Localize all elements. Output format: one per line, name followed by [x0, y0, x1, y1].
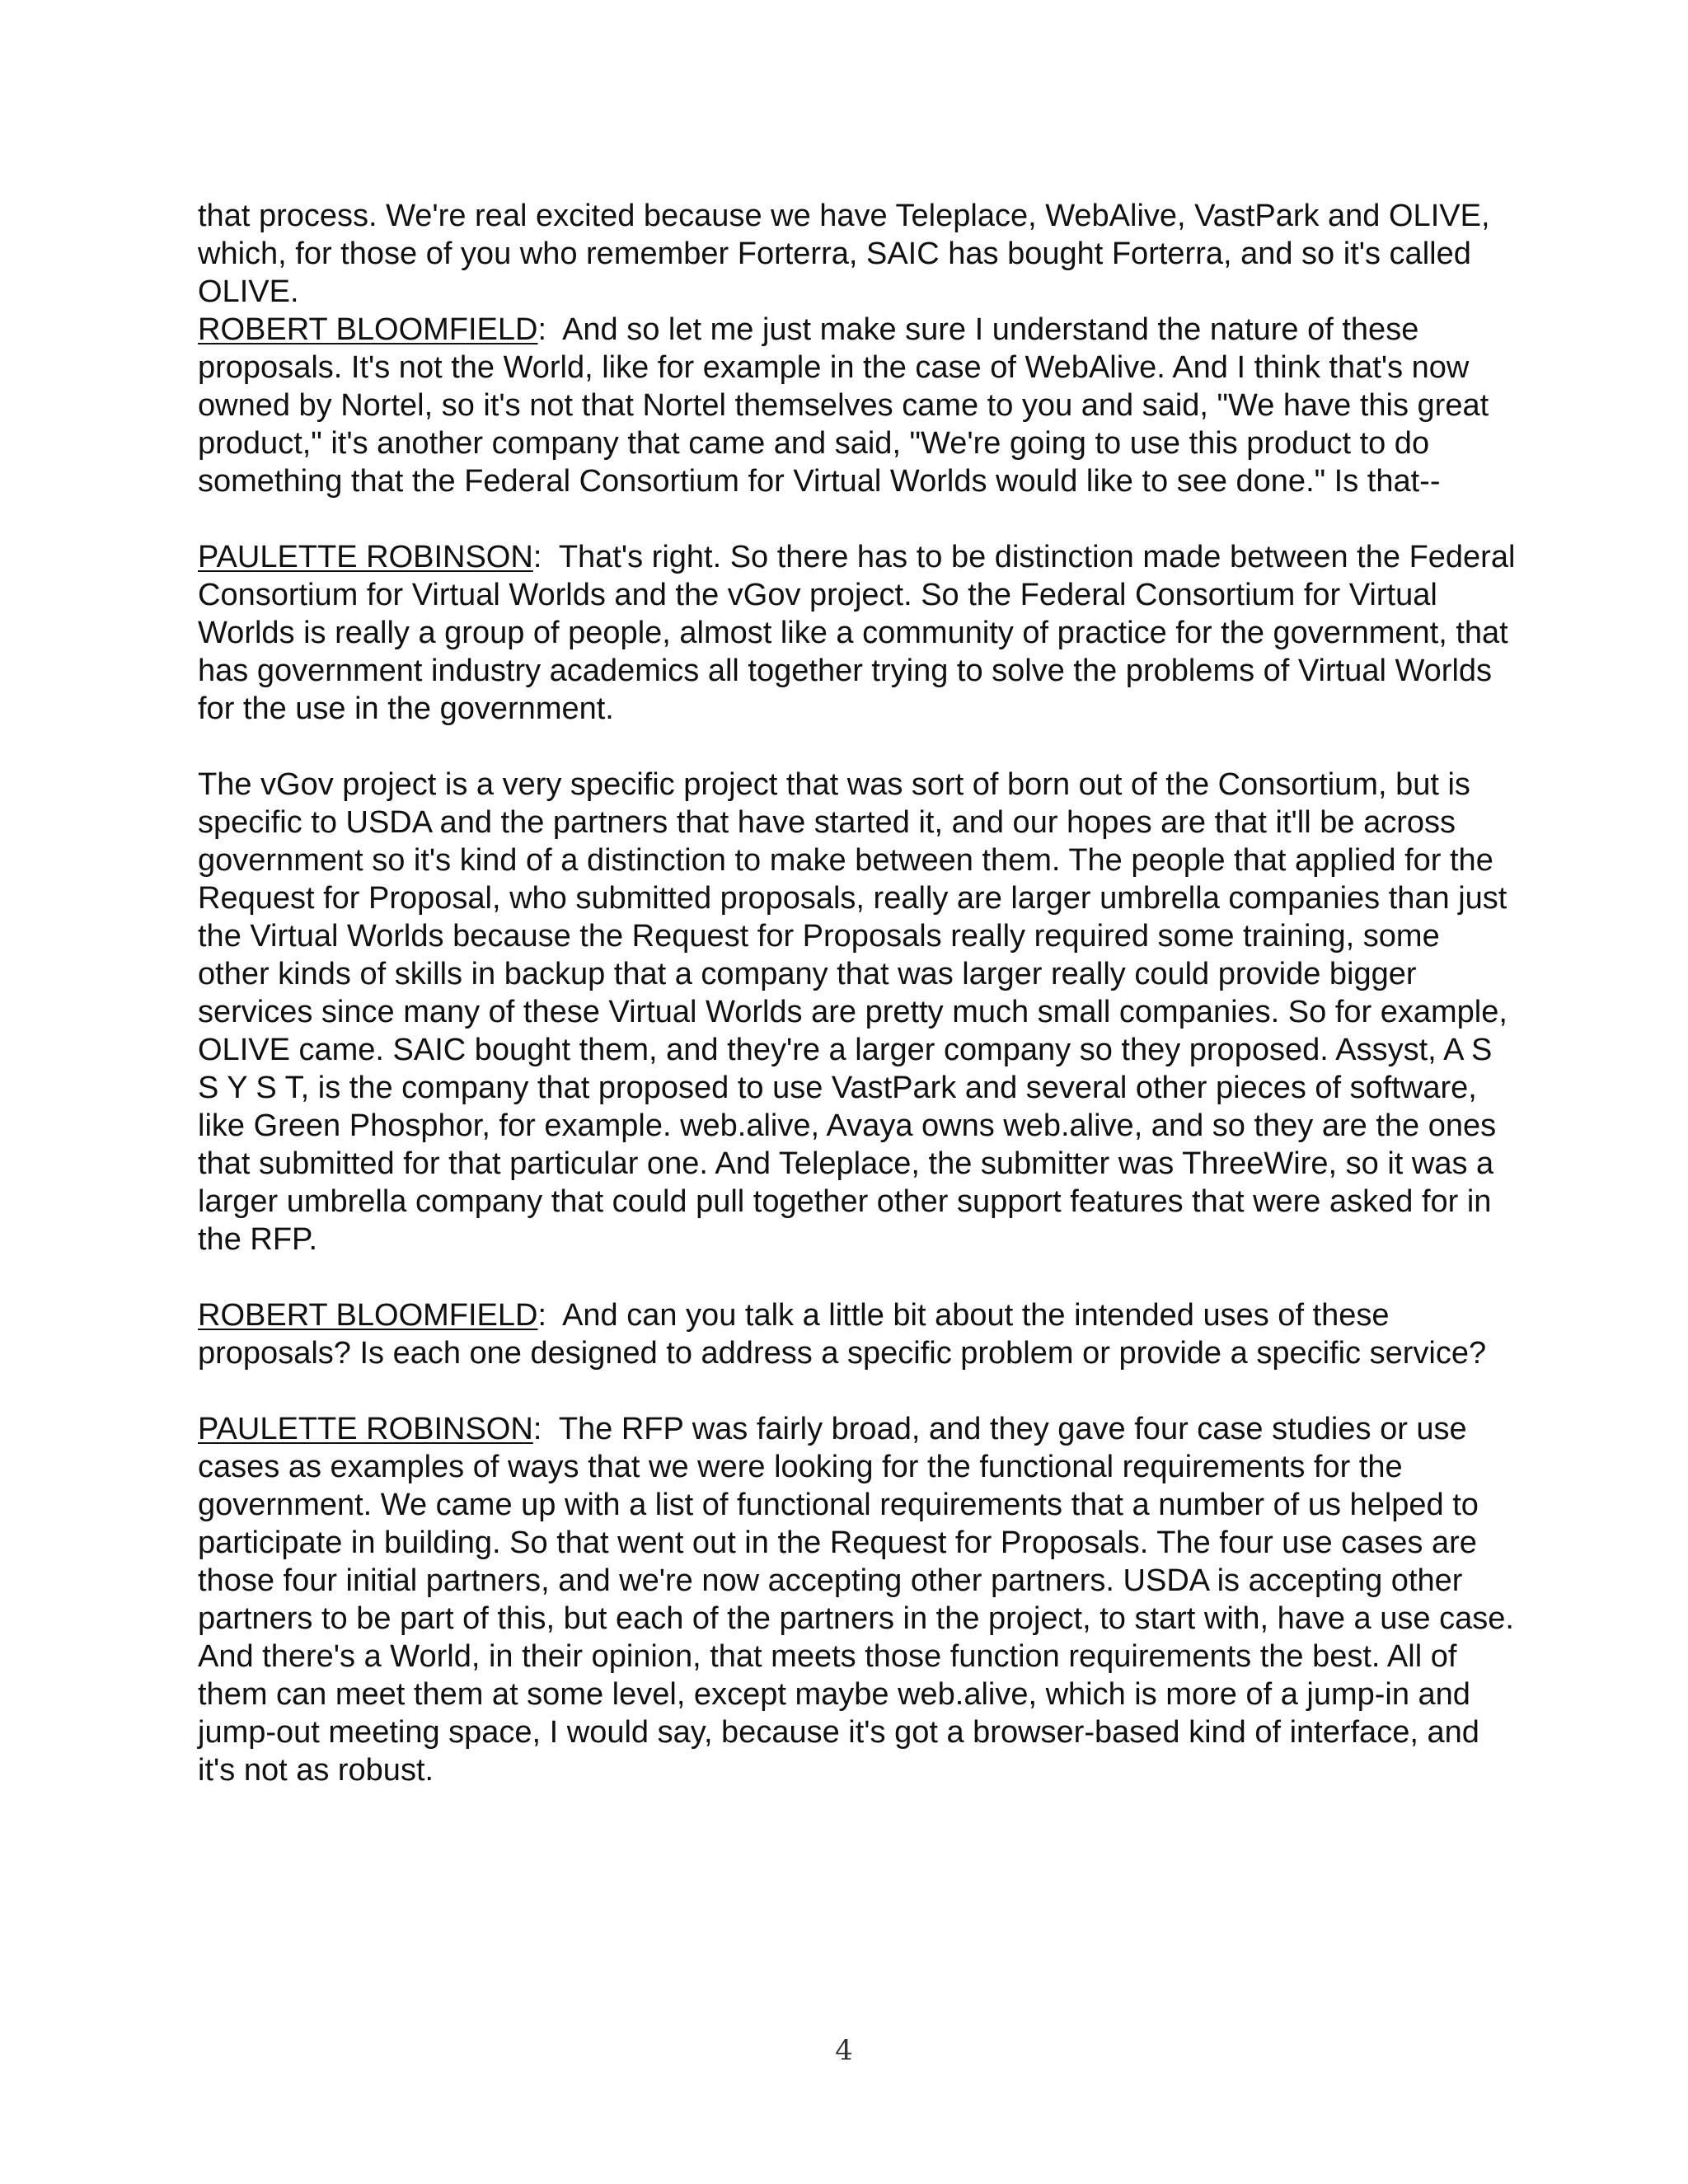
- paragraph-text: And so let me just make sure I understand the nature of these proposals. It's not the World, like for example in the case of WebAlive. And I think that's now owned by Nortel, so it's not that Nortel themselves came to you and said, "We have this great product," it's another company that came and said, "We're going to use this product to do something that the Federal Consortium for Virtual Worlds would like to see done." Is that--: [198, 312, 1489, 499]
- paragraph-text: That's right. So there has to be distinction made between the Federal Consortium for Virtual Worlds and the vGov project. So the Federal Consortium for Virtual Worlds is really a group of people, almost like a community of practice for the government, that has government industry academics all together trying to solve the problems of Virtual Worlds for the use in the government.: [198, 540, 1516, 726]
- speaker-separator: :: [532, 1412, 559, 1446]
- paragraph-text: And can you talk a little bit about the intended uses of these proposals? Is each one designed to address a specific problem or provide a specific service?: [198, 1298, 1487, 1371]
- transcript-paragraph: [198, 1410, 1517, 1789]
- speaker-separator: :: [537, 1298, 563, 1333]
- paragraph-text: The vGov project is a very specific project that was sort of born out of the Consortium, but is specific to USDA and the partners that have started it, and our hopes are that it'll be across government so it's kind of a distinction to make between them. The people that applied for the Request for Proposal, who submitted proposals, really are larger umbrella companies than just the Virtual Worlds because the Request for Proposals really required some training, some other kinds of skills in backup that a company that was larger really could provide bigger services since many of these Virtual Worlds are pretty much small companies. So for example, OLIVE came. SAIC bought them, and they're a larger company so they proposed. Assyst, A S S Y S T, is the company that proposed to use VastPark and several other pieces of software, like Green Phosphor, for example. web.alive, Avaya owns web.alive, and so they are the ones that submitted for that particular one. And Teleplace, the submitter was ThreeWire, so it was a larger umbrella company that could pull together other support features that were asked for in the RFP.: [198, 767, 1507, 1257]
- transcript-paragraph: [198, 538, 1517, 728]
- speaker-name: PAULETTE ROBINSON: [198, 540, 533, 574]
- speaker-name: ROBERT BLOOMFIELD: [198, 1298, 538, 1333]
- page-number: 4: [835, 2034, 853, 2067]
- transcript-paragraph: [198, 1296, 1517, 1372]
- speaker-separator: :: [532, 540, 559, 574]
- transcript-paragraph: [198, 197, 1517, 311]
- paragraph-text: that process. We're real excited because we have Teleplace, WebAlive, VastPark and OLIVE, which, for those of you who remember Forterra, SAIC has bought Forterra, and so it's called OLIVE.: [198, 199, 1490, 309]
- transcript-paragraph: [198, 766, 1517, 1258]
- transcript-paragraph: [198, 311, 1517, 500]
- paragraph-text: The RFP was fairly broad, and they gave four case studies or use cases as examples of ways that we were looking for the functional requirements for the government. We came up with a list of functional requirements that a number of us helped to participate in building. So that went out in the Request for Proposals. The four use cases are those four initial partners, and we're now accepting other partners. USDA is accepting other partners to be part of this, but each of the partners in the project, to start with, have a use case. And there's a World, in their opinion, that meets those function requirements the best. All of them can meet them at some level, except maybe web.alive, which is more of a jump-in and jump-out meeting space, I would say, because it's got a browser-based kind of interface, and it's not as robust.: [198, 1412, 1514, 1788]
- speaker-name: PAULETTE ROBINSON: [198, 1412, 533, 1446]
- speaker-name: ROBERT BLOOMFIELD: [198, 312, 538, 347]
- speaker-separator: :: [537, 312, 563, 347]
- transcript-body: [198, 197, 1517, 1827]
